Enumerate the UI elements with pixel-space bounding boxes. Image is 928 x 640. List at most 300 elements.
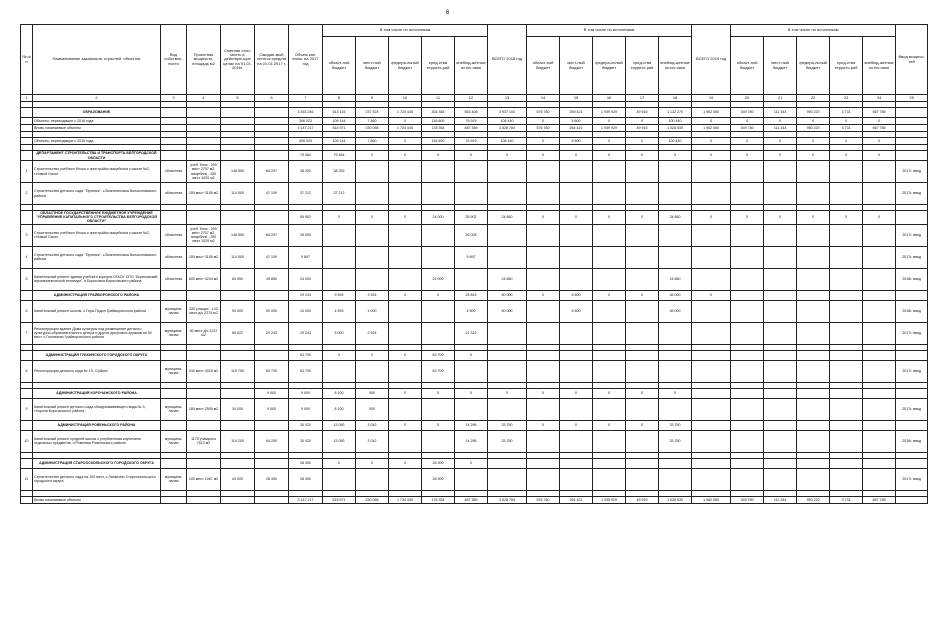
cell: муниципа-льная xyxy=(161,398,187,420)
cell: 0 xyxy=(626,138,659,145)
cell xyxy=(797,290,830,300)
row-name: Реконструкция детского сада № 19, г.Губкин xyxy=(33,360,161,382)
cell: 950 220 xyxy=(797,496,830,503)
cell: 0 xyxy=(389,350,422,360)
column-number: 4 xyxy=(187,95,221,102)
cell xyxy=(863,458,896,468)
cell: 38 252 xyxy=(289,161,323,183)
cell: 950 220 xyxy=(797,125,830,132)
cell xyxy=(560,468,593,490)
cell xyxy=(593,430,626,452)
cell xyxy=(692,468,731,490)
cell: 0 xyxy=(593,420,626,430)
cell xyxy=(488,360,527,382)
cell: 900 xyxy=(356,388,389,398)
cell xyxy=(593,360,626,382)
cell: 240 мест 4016 м2 xyxy=(187,360,221,382)
cell xyxy=(527,224,560,246)
cell xyxy=(187,211,221,225)
cell: 0 xyxy=(764,138,797,145)
row-name: Капитальный ремонт детского сада общеразвивающего вида № 3, г.Короча Корочанского района xyxy=(33,398,161,420)
cell xyxy=(830,430,863,452)
column-number: 6 xyxy=(255,95,289,102)
cell xyxy=(187,290,221,300)
cell xyxy=(764,430,797,452)
cell: 1 939 929 xyxy=(593,108,626,118)
cell xyxy=(863,322,896,344)
table-row xyxy=(21,398,928,420)
section-row xyxy=(21,290,928,300)
cell xyxy=(221,138,255,145)
cell xyxy=(896,420,928,430)
cell: 0 xyxy=(830,211,863,225)
cell: 0 xyxy=(692,290,731,300)
cell: 2018г. ввод xyxy=(896,300,928,322)
row-number xyxy=(21,125,33,132)
cell: 3 731 xyxy=(830,125,863,132)
cell xyxy=(255,211,289,225)
table-header xyxy=(21,25,928,95)
cell xyxy=(560,161,593,183)
cell: 0 xyxy=(593,211,626,225)
cell: 148 500 xyxy=(221,224,255,246)
cell: 0 xyxy=(389,290,422,300)
cell: 0 xyxy=(356,151,389,161)
cell: 29 243 xyxy=(255,322,289,344)
cell: 0 xyxy=(797,138,830,145)
cell xyxy=(731,420,764,430)
cell xyxy=(593,161,626,183)
row-name: АДМИНИСТРАЦИЯ ГУБКИНСКОГО ГОРОДСКОГО ОКРУГА xyxy=(33,350,161,360)
cell xyxy=(659,360,692,382)
header-sub: област-ной бюджет xyxy=(323,37,356,95)
cell: 0 xyxy=(527,118,560,125)
cell xyxy=(527,322,560,344)
cell xyxy=(731,268,764,290)
cell: 106 440 xyxy=(488,138,527,145)
cell xyxy=(692,183,731,205)
cell: 320 учащих - 133 мест д/с 2274 м2 xyxy=(187,300,221,322)
cell: 50 000 xyxy=(488,290,527,300)
cell: 0 xyxy=(323,350,356,360)
table-row xyxy=(21,118,928,125)
cell: 3 453 246 xyxy=(289,108,323,118)
header-sub: мест-ный бюджет xyxy=(764,37,797,95)
cell: 106 440 xyxy=(488,118,527,125)
row-number: 6 xyxy=(21,300,33,322)
cell: 14 296 xyxy=(455,430,488,452)
column-number: 24 xyxy=(863,95,896,102)
cell xyxy=(593,183,626,205)
cell xyxy=(731,388,764,398)
cell: 28 300 xyxy=(422,458,455,468)
header-sub: сред-ства террито-рий xyxy=(422,37,455,95)
cell xyxy=(692,360,731,382)
table-row xyxy=(21,224,928,246)
cell: 7 860 xyxy=(356,138,389,145)
cell: 0 xyxy=(863,138,896,145)
cell xyxy=(863,290,896,300)
row-name: АДМИНИСТРАЦИЯ СТАРООСКОЛЬСКОГО ГОРОДСКОГО ОКРУГА xyxy=(33,458,161,468)
cell xyxy=(187,496,221,503)
table-row xyxy=(21,161,928,183)
cell xyxy=(323,268,356,290)
header-sub: сред-ства террито-рий xyxy=(626,37,659,95)
cell xyxy=(593,300,626,322)
cell: 576 780 xyxy=(527,108,560,118)
cell xyxy=(560,246,593,268)
cell xyxy=(659,468,692,490)
cell xyxy=(255,420,289,430)
cell xyxy=(593,268,626,290)
cell xyxy=(455,268,488,290)
cell: 0 xyxy=(626,118,659,125)
row-number xyxy=(21,118,33,125)
cell: 1 939 929 xyxy=(593,125,626,132)
column-number: 5 xyxy=(221,95,255,102)
cell xyxy=(797,268,830,290)
cell: 34 000 xyxy=(221,398,255,420)
cell xyxy=(221,118,255,125)
cell: 28 300 xyxy=(289,458,323,468)
cell: 613 115 xyxy=(323,108,356,118)
row-number xyxy=(21,108,33,118)
cell: 0 xyxy=(863,211,896,225)
cell: 9 593 xyxy=(323,290,356,300)
cell xyxy=(255,138,289,145)
cell: 0 xyxy=(593,151,626,161)
cell xyxy=(626,468,659,490)
column-number: 23 xyxy=(830,95,863,102)
cell: областная xyxy=(161,246,187,268)
cell xyxy=(161,118,187,125)
cell xyxy=(863,468,896,490)
cell: 1 000 xyxy=(356,300,389,322)
cell: 2017г. ввод xyxy=(896,161,928,183)
cell xyxy=(593,246,626,268)
cell xyxy=(422,398,455,420)
cell xyxy=(323,224,356,246)
cell: 3 042 xyxy=(356,420,389,430)
cell xyxy=(764,468,797,490)
cell: 114 500 xyxy=(221,183,255,205)
cell xyxy=(659,458,692,468)
header-sub: федера-льный бюджет xyxy=(593,37,626,95)
cell xyxy=(161,108,187,118)
column-number: 11 xyxy=(422,95,455,102)
cell: 7 860 xyxy=(356,118,389,125)
cell xyxy=(389,246,422,268)
cell: 24 860 xyxy=(659,268,692,290)
cell xyxy=(255,350,289,360)
cell: 667 785 xyxy=(863,108,896,118)
row-number: 11 xyxy=(21,468,33,490)
cell xyxy=(764,224,797,246)
cell xyxy=(527,161,560,183)
cell: 13 083 xyxy=(323,430,356,452)
row-number xyxy=(21,420,33,430)
cell: 3 147 217 xyxy=(289,496,323,503)
cell xyxy=(356,183,389,205)
cell: 304 354 xyxy=(422,108,455,118)
cell: 0 xyxy=(830,151,863,161)
cell: 24 860 xyxy=(488,211,527,225)
cell xyxy=(255,458,289,468)
cell xyxy=(626,360,659,382)
cell xyxy=(731,430,764,452)
cell: 24 860 xyxy=(659,211,692,225)
cell: 0 xyxy=(659,151,692,161)
cell xyxy=(221,125,255,132)
row-number xyxy=(21,138,33,145)
cell: 0 xyxy=(731,138,764,145)
cell: 9 000 xyxy=(255,398,289,420)
cell xyxy=(255,496,289,503)
cell: 0 xyxy=(626,151,659,161)
cell xyxy=(560,360,593,382)
cell xyxy=(323,360,356,382)
cell xyxy=(422,224,455,246)
cell: 0 xyxy=(692,211,731,225)
cell: 1 962 060 xyxy=(692,496,731,503)
cell xyxy=(161,388,187,398)
cell xyxy=(692,322,731,344)
cell xyxy=(692,161,731,183)
cell xyxy=(830,300,863,322)
cell xyxy=(797,300,830,322)
row-number xyxy=(21,350,33,360)
cell xyxy=(764,183,797,205)
header-sub: област-ной бюджет xyxy=(527,37,560,95)
cell: 0 xyxy=(626,420,659,430)
cell xyxy=(764,322,797,344)
cell: 63 700 xyxy=(422,350,455,360)
cell xyxy=(797,161,830,183)
cell xyxy=(221,458,255,468)
cell xyxy=(389,183,422,205)
row-name: АДМИНИСТРАЦИЯ РОВЕНЬСКОГО РАЙОНА xyxy=(33,420,161,430)
cell: 0 xyxy=(422,388,455,398)
column-number: 22 xyxy=(797,95,830,102)
cell xyxy=(161,125,187,132)
cell xyxy=(488,246,527,268)
cell: муниципа-льная xyxy=(161,322,187,344)
header-sub: внебюд-жетные источ-ники xyxy=(863,37,896,95)
cell: 9 897 xyxy=(455,246,488,268)
header-sub: внебюд-жетные источ-ники xyxy=(659,37,692,95)
cell: 28 300 xyxy=(255,468,289,490)
cell: 0 xyxy=(527,290,560,300)
cell: 0 xyxy=(626,388,659,398)
cell xyxy=(896,496,928,503)
cell xyxy=(764,388,797,398)
cell: 90 000 xyxy=(221,300,255,322)
cell xyxy=(422,183,455,205)
cell: 30 420 xyxy=(289,430,323,452)
cell: 0 xyxy=(527,211,560,225)
cell: 2017г. ввод xyxy=(896,224,928,246)
cell xyxy=(488,458,527,468)
row-number xyxy=(21,211,33,225)
cell: 100 440 xyxy=(659,138,692,145)
cell: 25 819 xyxy=(455,290,488,300)
row-number xyxy=(21,496,33,503)
cell: 0 xyxy=(692,138,731,145)
cell xyxy=(323,246,356,268)
cell xyxy=(527,430,560,452)
cell: 0 xyxy=(731,151,764,161)
cell xyxy=(389,468,422,490)
cell: 0 xyxy=(356,211,389,225)
cell: 0 xyxy=(527,151,560,161)
cell xyxy=(593,468,626,490)
cell xyxy=(356,161,389,183)
section-row xyxy=(21,420,928,430)
cell: 563 408 xyxy=(455,108,488,118)
row-name: Строительство детского сада "Теремок", с.Вознесеновка Волоконовского района xyxy=(33,183,161,205)
cell: 10 000 xyxy=(289,300,323,322)
cell: 111 344 xyxy=(764,125,797,132)
cell xyxy=(161,151,187,161)
cell xyxy=(692,300,731,322)
cell xyxy=(896,458,928,468)
cell xyxy=(422,246,455,268)
cell: 237 924 xyxy=(356,108,389,118)
cell: 29 243 xyxy=(289,290,323,300)
cell xyxy=(731,224,764,246)
cell: 264 421 xyxy=(560,496,593,503)
cell: 0 xyxy=(422,151,455,161)
cell: 1 734 445 xyxy=(389,125,422,132)
cell: 76 919 xyxy=(455,138,488,145)
section-row xyxy=(21,458,928,468)
cell xyxy=(692,224,731,246)
cell: областная xyxy=(161,161,187,183)
cell: 0 xyxy=(422,290,455,300)
cell: муниципа-льная xyxy=(161,430,187,452)
column-number: 13 xyxy=(488,95,527,102)
cell: 576 780 xyxy=(527,125,560,132)
cell: 5 600 xyxy=(560,138,593,145)
column-number: 20 xyxy=(731,95,764,102)
cell: 487 389 xyxy=(455,496,488,503)
cell xyxy=(863,300,896,322)
cell: 0 xyxy=(389,151,422,161)
cell: 0 xyxy=(731,118,764,125)
cell xyxy=(830,388,863,398)
cell xyxy=(527,246,560,268)
cell xyxy=(255,125,289,132)
cell xyxy=(389,300,422,322)
cell xyxy=(830,398,863,420)
row-name: АДМИНИСТРАЦИЯ ГРАЙВОРОНСКОГО РАЙОНА xyxy=(33,290,161,300)
cell xyxy=(255,118,289,125)
cell: 487 389 xyxy=(455,125,488,132)
section-row xyxy=(21,108,928,118)
header-sub: мест-ный бюджет xyxy=(560,37,593,95)
row-number: 9 xyxy=(21,398,33,420)
cell xyxy=(830,360,863,382)
cell: 100 440 xyxy=(659,118,692,125)
cell: муниципа-льная xyxy=(161,468,187,490)
cell: 1 028 530 xyxy=(659,125,692,132)
cell xyxy=(659,398,692,420)
cell: 178 354 xyxy=(422,496,455,503)
cell: 0 xyxy=(560,420,593,430)
row-number xyxy=(21,388,33,398)
cell: 109 144 xyxy=(323,118,356,125)
cell: 9 897 xyxy=(289,246,323,268)
cell xyxy=(221,420,255,430)
cell xyxy=(896,125,928,132)
cell xyxy=(692,350,731,360)
cell xyxy=(221,496,255,503)
cell xyxy=(764,350,797,360)
cell: 33 780 xyxy=(488,420,527,430)
cell xyxy=(692,246,731,268)
cell: 0 xyxy=(389,458,422,468)
cell: 116 600 xyxy=(422,118,455,125)
cell xyxy=(356,268,389,290)
cell xyxy=(527,468,560,490)
cell xyxy=(731,458,764,468)
cell xyxy=(797,183,830,205)
cell xyxy=(830,268,863,290)
cell: 150 мест 3159 м2 xyxy=(187,183,221,205)
cell: 0 xyxy=(527,138,560,145)
cell xyxy=(389,430,422,452)
cell: 0 xyxy=(593,388,626,398)
cell: 2 924 xyxy=(356,322,389,344)
column-number: 19 xyxy=(692,95,731,102)
cell: 8 100 xyxy=(323,388,356,398)
cell xyxy=(187,350,221,360)
table-row xyxy=(21,300,928,322)
cell: 950 220 xyxy=(797,108,830,118)
column-number: 15 xyxy=(560,95,593,102)
cell xyxy=(187,151,221,161)
cell: 0 xyxy=(389,211,422,225)
cell: 63 700 xyxy=(289,350,323,360)
cell xyxy=(764,268,797,290)
cell xyxy=(389,398,422,420)
cell: 28 300 xyxy=(289,468,323,490)
column-number: 10 xyxy=(389,95,422,102)
cell xyxy=(692,420,731,430)
cell: 0 xyxy=(731,211,764,225)
cell xyxy=(863,246,896,268)
row-number xyxy=(21,458,33,468)
cell xyxy=(830,322,863,344)
cell xyxy=(797,468,830,490)
cell xyxy=(356,246,389,268)
cell xyxy=(692,458,731,468)
cell: 38 252 xyxy=(323,161,356,183)
cell xyxy=(731,360,764,382)
cell xyxy=(692,388,731,398)
cell: 109 144 xyxy=(323,138,356,145)
header-total2019: ВСЕГО 2019 год xyxy=(692,25,731,95)
cell xyxy=(455,360,488,382)
cell xyxy=(659,183,692,205)
cell: 306 029 xyxy=(289,138,323,145)
cell xyxy=(896,211,928,225)
cell: 0 xyxy=(560,388,593,398)
cell xyxy=(187,138,221,145)
cell: 0 xyxy=(455,388,488,398)
cell xyxy=(764,458,797,468)
cell: 1 734 445 xyxy=(389,108,422,118)
